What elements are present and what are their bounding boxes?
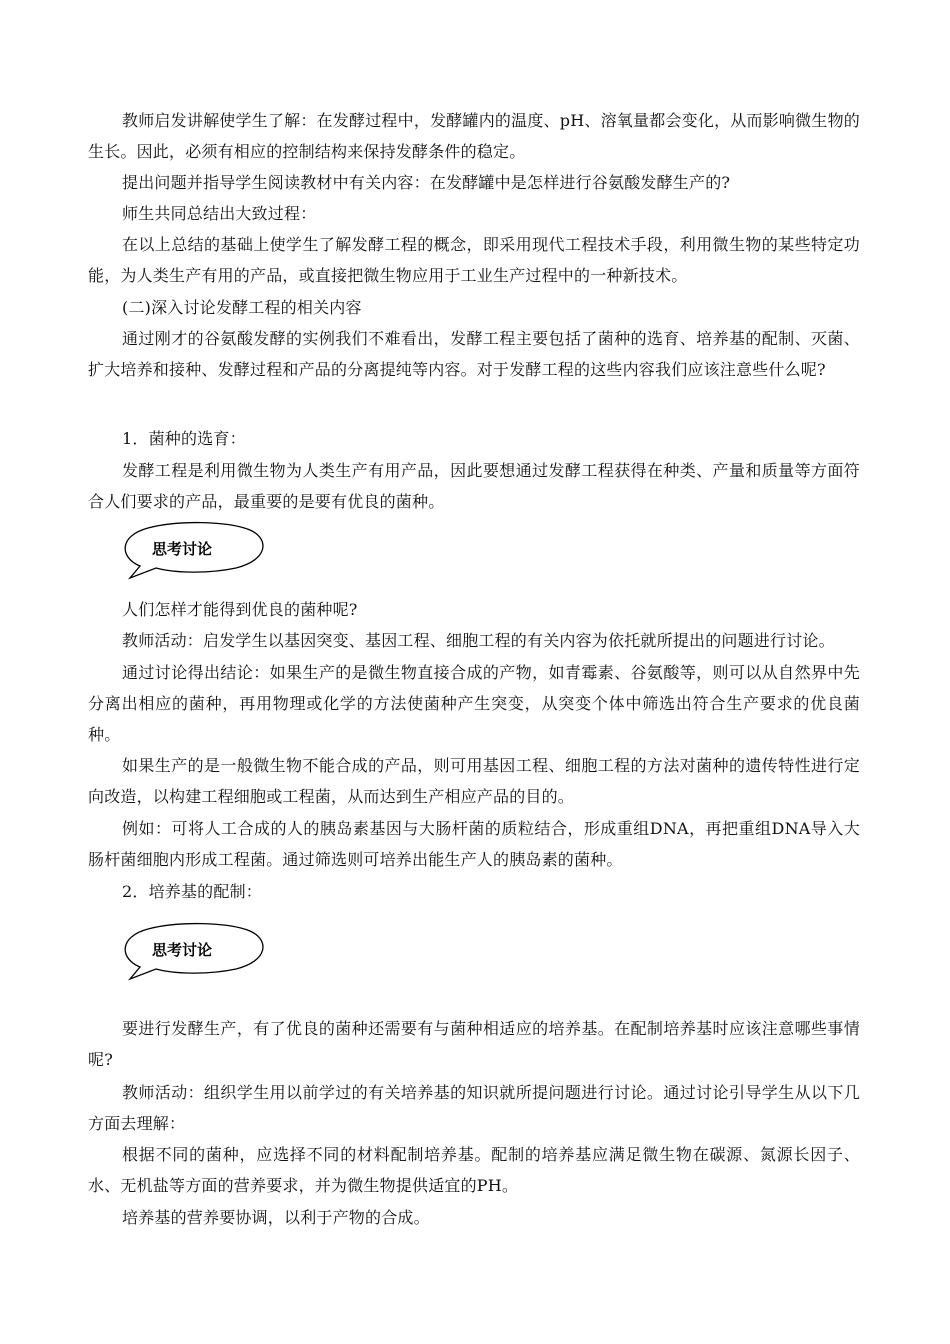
paragraph: 师生共同总结出大致过程： [122,204,317,223]
callout-label: 思考讨论 [152,941,213,959]
paragraph: 要进行发酵生产，有了优良的菌种还需要有与菌种相适应的培养基。在配制培养基时应该注意哪些事情呢? [88,1019,860,1069]
paragraph: 在以上总结的基础上使学生了解发酵工程的概念，即采用现代工程技术手段，利用微生物的某些特定功能，为人类生产有用的产品，或直接把微生物应用于工业生产过程中的一种新技术。 [88,235,860,285]
paragraph: 通过讨论得出结论：如果生产的是微生物直接合成的产物，如青霉素、谷氨酸等，则可以从自然界中先分离出相应的菌种，再用物理或化学的方法使菌种产生突变，从突变个体中筛选出符合生产要求的优良菌种。 [88,663,860,744]
paragraph: 培养基的营养要协调，以利于产物的合成。 [122,1208,430,1227]
paragraph: 教师活动：组织学生用以前学过的有关培养基的知识就所提问题进行讨论。通过讨论引导学生从以下几方面去理解： [88,1083,860,1133]
section-heading: (二)深入讨论发酵工程的相关内容 [122,298,362,317]
paragraph: 例如：可将人工合成的人的胰岛素基因与大肠杆菌的质粒结合，形成重组DNA，再把重组DNA导入大肠杆菌细胞内形成工程菌。通过筛选则可培养出能生产人的胰岛素的菌种。 [88,819,860,869]
subsection-heading: 1．菌种的选育： [122,429,246,448]
paragraph: 通过刚才的谷氨酸发酵的实例我们不难看出，发酵工程主要包括了菌种的选育、培养基的配制、灭菌、扩大培养和接种、发酵过程和产品的分离提纯等内容。对于发酵工程的这些内容我们应该注意些什么呢? [88,329,860,379]
paragraph: 如果生产的是一般微生物不能合成的产品，则可用基因工程、细胞工程的方法对菌种的遗传特性进行定向改造，以构建工程细胞或工程菌，从而达到生产相应产品的目的。 [88,756,860,806]
paragraph: 提出问题并指导学生阅读教材中有关内容：在发酵罐中是怎样进行谷氨酸发酵生产的? [122,173,731,192]
discussion-callout [118,923,268,981]
paragraph: 教师启发讲解使学生了解：在发酵过程中，发酵罐内的温度、pH、溶氧量都会变化，从而影响微生物的生长。因此，必须有相应的控制结构来保持发酵条件的稳定。 [88,111,860,161]
paragraph: 根据不同的菌种，应选择不同的材料配制培养基。配制的培养基应满足微生物在碳源、氮源长因子、水、无机盐等方面的营养要求，并为微生物提供适宜的PH。 [88,1145,860,1195]
callout-label: 思考讨论 [152,540,213,558]
subsection-heading: 2．培养基的配制： [122,882,262,901]
paragraph: 教师活动：启发学生以基因突变、基因工程、细胞工程的有关内容为依托就所提出的问题进行讨论。 [122,631,835,650]
paragraph: 发酵工程是利用微生物为人类生产有用产品，因此要想通过发酵工程获得在种类、产量和质量等方面符合人们要求的产品，最重要的是要有优良的菌种。 [88,461,860,511]
paragraph: 人们怎样才能得到优良的菌种呢? [122,600,358,619]
discussion-callout [118,522,268,580]
